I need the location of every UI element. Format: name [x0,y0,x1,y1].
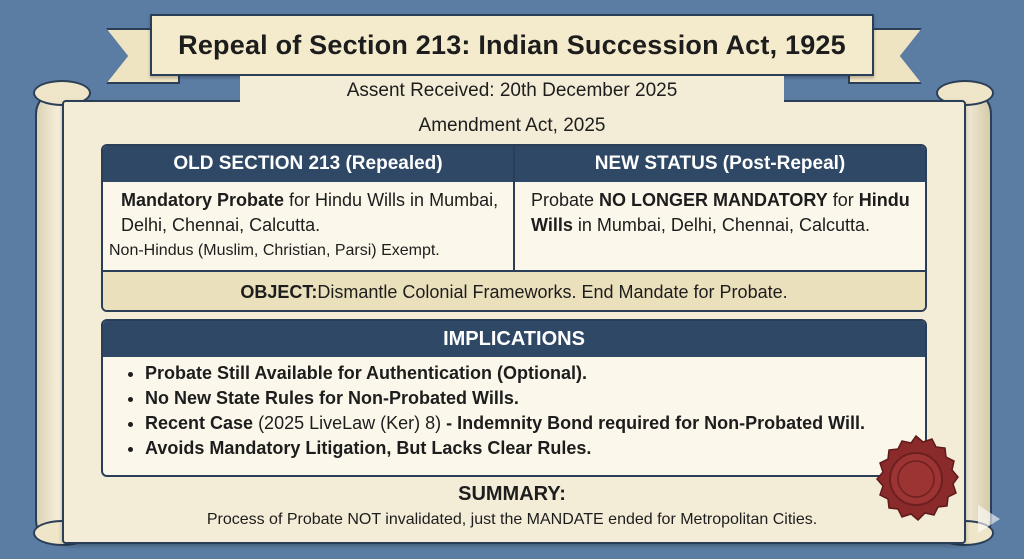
new-pre-text: Probate [531,190,600,210]
old-note: Non-Hindus (Muslim, Christian, Parsi) Exempt. [109,242,440,259]
implications-heading: IMPLICATIONS [103,321,925,357]
comparison-table [101,144,927,312]
object-text: Dismantle Colonial Frameworks. End Mandate for Probate. [317,281,788,302]
new-status-cell [531,188,911,238]
old-section-cell [109,188,511,263]
item3-pre: Recent Case [145,413,259,433]
new-bold-hindu-wills: Hindu Wills [531,190,910,235]
summary-title: SUMMARY: [458,483,566,505]
new-bold-mandatory: NO LONGER MANDATORY [599,190,828,210]
old-section-heading: OLD SECTION 213 (Repealed) [103,146,513,182]
implication-item: • Probate Still Available for Authentication (Optional). [145,361,865,386]
amendment-label: Amendment Act, 2025 [418,115,606,136]
assent-date: Assent Received: 20th December 2025 [240,76,784,106]
old-text: for Hindu Wills in Mumbai, Delhi, Chennai, Calcutta. [121,190,499,235]
implication-item: • No New State Rules for Non-Probated Wills. [145,386,865,411]
implication-item [145,411,865,436]
summary-text: Process of Probate NOT invalidated, just the MANDATE ended for Metropolitan Cities. [206,511,818,528]
new-mid-text: for [827,190,859,210]
item3-citation: (2025 LiveLaw (Ker) 8) [258,413,442,433]
old-bold-text: Mandatory Probate [121,190,285,210]
column-divider [513,146,515,270]
object-row [103,270,925,312]
new-status-heading: NEW STATUS (Post-Repeal) [515,146,925,182]
title-banner [150,14,874,76]
play-icon[interactable] [978,505,1000,533]
item3-post: - Indemnity Bond required for Non-Probated Will. [441,413,865,433]
wax-seal-icon [868,432,964,528]
implication-item: • Avoids Mandatory Litigation, But Lacks Clear Rules. [145,436,865,461]
object-label: OBJECT: [240,281,318,302]
implications-panel [101,319,927,477]
new-post-text: in Mumbai, Delhi, Chennai, Calcutta. [572,215,870,235]
implications-list [123,361,865,461]
page-title: Repeal of Section 213: Indian Succession Act, 1925 [178,29,846,60]
